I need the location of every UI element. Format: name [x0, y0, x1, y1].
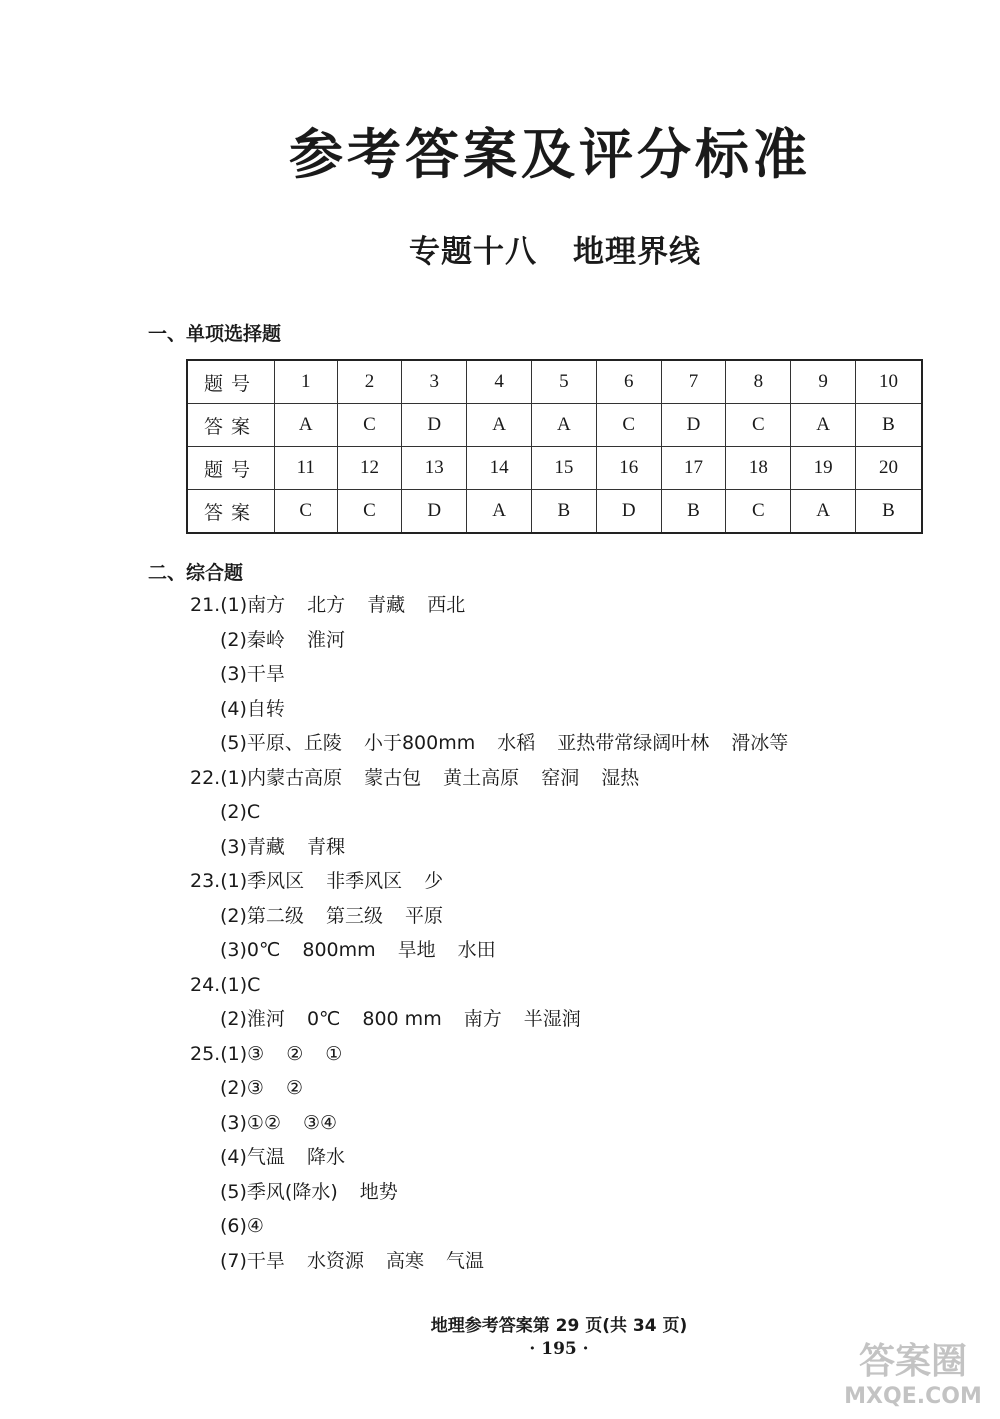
answer-item: 平原 — [404, 904, 443, 927]
answer-item: 气温 — [445, 1249, 484, 1272]
answer-item: 窑洞 — [541, 766, 580, 789]
table-cell: 4 — [467, 360, 532, 404]
answer-item: 干旱 — [246, 1249, 285, 1272]
answer-item: C — [246, 801, 261, 823]
table-cell: D — [402, 404, 467, 447]
table-cell: C — [596, 404, 661, 447]
watermark-text-en: MXQE.COM — [844, 1384, 982, 1409]
answer-item: 800 mm — [362, 1008, 442, 1030]
part-number: (2) — [220, 628, 247, 651]
part-number: (3) — [220, 1111, 247, 1134]
answer-line — [190, 726, 810, 761]
table-cell: A — [467, 404, 532, 447]
table-cell: 20 — [856, 447, 922, 490]
table-cell: C — [337, 490, 402, 534]
table-cell: 2 — [337, 360, 402, 404]
table-cell: A — [791, 490, 856, 534]
table-cell: C — [275, 490, 338, 534]
answer-item: 内蒙古高原 — [247, 766, 343, 789]
answer-line — [190, 864, 810, 899]
answer-line — [190, 588, 810, 623]
comprehensive-answers — [190, 588, 810, 1278]
row-label: 答案 — [187, 404, 275, 447]
row-label: 题号 — [187, 447, 275, 490]
table-cell: B — [661, 490, 726, 534]
table-cell: 14 — [467, 447, 532, 490]
table-cell: B — [856, 490, 922, 534]
part-number: (5) — [220, 1180, 247, 1203]
subtitle-topic-number: 专题十八 — [409, 234, 537, 270]
table-cell: A — [467, 490, 532, 534]
answer-line — [190, 1175, 810, 1210]
answer-item: 季风(降水) — [246, 1180, 338, 1203]
question-number: 23. — [190, 870, 221, 892]
watermark-text-cn: 答案圈 — [858, 1341, 968, 1382]
answer-item: ③ — [246, 1077, 264, 1099]
table-cell: 12 — [337, 447, 402, 490]
table-cell: 3 — [402, 360, 467, 404]
answer-item: 淮河 — [246, 1008, 285, 1030]
answer-line — [190, 795, 810, 830]
answer-item: 0℃ — [246, 939, 281, 961]
part-number: (1) — [220, 1042, 248, 1065]
answer-item: 亚热带常绿阔叶林 — [557, 732, 710, 754]
section-heading-choice: 一、单项选择题 — [148, 323, 282, 345]
part-number: (2) — [220, 1008, 247, 1030]
answer-item: 小于800mm — [363, 732, 476, 754]
answer-item: ④ — [246, 1215, 264, 1237]
answer-line — [190, 692, 810, 727]
answer-line — [190, 623, 810, 658]
table-cell: 15 — [531, 447, 596, 490]
answer-item: 季风区 — [247, 870, 305, 892]
answer-item: 北方 — [307, 594, 346, 616]
answer-item: 水稻 — [497, 732, 536, 754]
question-number: 22. — [190, 766, 221, 789]
table-row — [187, 360, 922, 404]
part-number: (6) — [220, 1215, 247, 1237]
answer-line — [190, 1037, 810, 1072]
answer-line — [190, 899, 810, 934]
answer-item: C — [247, 973, 261, 996]
table-cell: 11 — [275, 447, 338, 490]
answer-item: ③④ — [303, 1111, 338, 1134]
table-cell: B — [531, 490, 596, 534]
part-number: (3) — [220, 835, 247, 858]
table-cell: 18 — [726, 447, 791, 490]
table-cell: 9 — [791, 360, 856, 404]
answer-item: ③ — [247, 1042, 265, 1065]
table-cell: C — [337, 404, 402, 447]
table-row — [187, 447, 922, 490]
table-cell: 1 — [275, 360, 338, 404]
table-cell: A — [275, 404, 338, 447]
answer-item: 西北 — [427, 594, 466, 616]
answer-item: 水田 — [457, 939, 496, 961]
table-row — [187, 404, 922, 447]
answer-item: 南方 — [463, 1008, 502, 1030]
table-row — [187, 490, 922, 534]
answer-line — [190, 1002, 810, 1037]
table-cell: A — [531, 404, 596, 447]
part-number: (2) — [220, 1077, 247, 1099]
page-number: · 195 · — [529, 1339, 589, 1359]
answer-item: 地势 — [359, 1180, 398, 1203]
answer-item: 蒙古包 — [364, 766, 422, 789]
answer-item: 平原、丘陵 — [246, 732, 342, 754]
question-number: 25. — [190, 1042, 221, 1065]
question-number: 24. — [190, 973, 221, 996]
answer-item: 南方 — [247, 594, 286, 616]
answer-line — [190, 1244, 810, 1279]
answer-line — [190, 761, 810, 796]
answer-item: ② — [286, 1042, 304, 1065]
answer-item: 滑冰等 — [731, 732, 789, 754]
answer-item: 水资源 — [306, 1249, 364, 1272]
answer-table — [186, 359, 923, 534]
part-number: (1) — [220, 594, 248, 616]
answer-item: ①② — [246, 1111, 281, 1134]
subtitle-topic-name: 地理界线 — [573, 234, 701, 270]
watermark-logo — [838, 1333, 988, 1411]
part-number: (3) — [220, 663, 247, 685]
part-number: (1) — [220, 973, 248, 996]
table-cell: 6 — [596, 360, 661, 404]
section-subtitle — [0, 226, 1000, 271]
answer-item: 半湿润 — [523, 1008, 581, 1030]
answer-item: 少 — [424, 870, 444, 892]
answer-item: 旱地 — [397, 939, 436, 961]
page-title: 参考答案及评分标准 — [289, 122, 811, 186]
part-number: (1) — [220, 870, 248, 892]
part-number: (3) — [220, 939, 247, 961]
answer-line — [190, 657, 810, 692]
answer-line — [190, 1140, 810, 1175]
row-label: 题号 — [187, 360, 275, 404]
part-number: (1) — [220, 766, 248, 789]
answer-item: ② — [285, 1077, 304, 1099]
answer-item: 秦岭 — [246, 628, 285, 651]
answer-line — [190, 1106, 810, 1141]
answer-line — [190, 1209, 810, 1244]
table-cell: A — [791, 404, 856, 447]
table-cell: 16 — [596, 447, 661, 490]
page-footer: 地理参考答案第 29 页(共 34 页) — [430, 1316, 688, 1336]
answer-line — [190, 968, 810, 1003]
answer-item: 气温 — [246, 1146, 285, 1168]
table-cell: 13 — [402, 447, 467, 490]
row-label: 答案 — [187, 490, 275, 534]
answer-item: 干旱 — [246, 663, 285, 685]
answer-item: 高寒 — [385, 1249, 424, 1272]
answer-line — [190, 933, 810, 968]
answer-item: 湿热 — [601, 766, 640, 789]
part-number: (2) — [220, 904, 247, 927]
table-cell: D — [596, 490, 661, 534]
table-cell: 17 — [661, 447, 726, 490]
section-heading-comprehensive: 二、综合题 — [148, 562, 244, 584]
question-number: 21. — [190, 594, 221, 616]
table-cell: B — [856, 404, 922, 447]
answer-item: 第二级 — [246, 904, 304, 927]
answer-item: 非季风区 — [326, 870, 403, 892]
answer-item: 青藏 — [367, 594, 406, 616]
answer-item: 青稞 — [306, 835, 345, 858]
part-number: (7) — [220, 1249, 247, 1272]
answer-line — [190, 1071, 810, 1106]
answer-item: 淮河 — [306, 628, 345, 651]
answer-item: 0℃ — [306, 1008, 341, 1030]
answer-item: 青藏 — [246, 835, 285, 858]
answer-item: ① — [325, 1042, 343, 1065]
table-cell: D — [661, 404, 726, 447]
part-number: (4) — [220, 697, 247, 720]
part-number: (2) — [220, 801, 247, 823]
table-cell: D — [402, 490, 467, 534]
answer-line — [190, 830, 810, 865]
answer-item: 800mm — [302, 939, 376, 961]
table-cell: C — [726, 490, 791, 534]
table-cell: C — [726, 404, 791, 447]
table-cell: 10 — [856, 360, 922, 404]
part-number: (4) — [220, 1146, 247, 1168]
answer-item: 降水 — [306, 1146, 345, 1168]
answer-item: 黄土高原 — [443, 766, 520, 789]
answer-item: 自转 — [246, 697, 285, 720]
table-cell: 7 — [661, 360, 726, 404]
part-number: (5) — [220, 732, 247, 754]
table-cell: 19 — [791, 447, 856, 490]
table-cell: 5 — [531, 360, 596, 404]
table-cell: 8 — [726, 360, 791, 404]
answer-item: 第三级 — [325, 904, 383, 927]
